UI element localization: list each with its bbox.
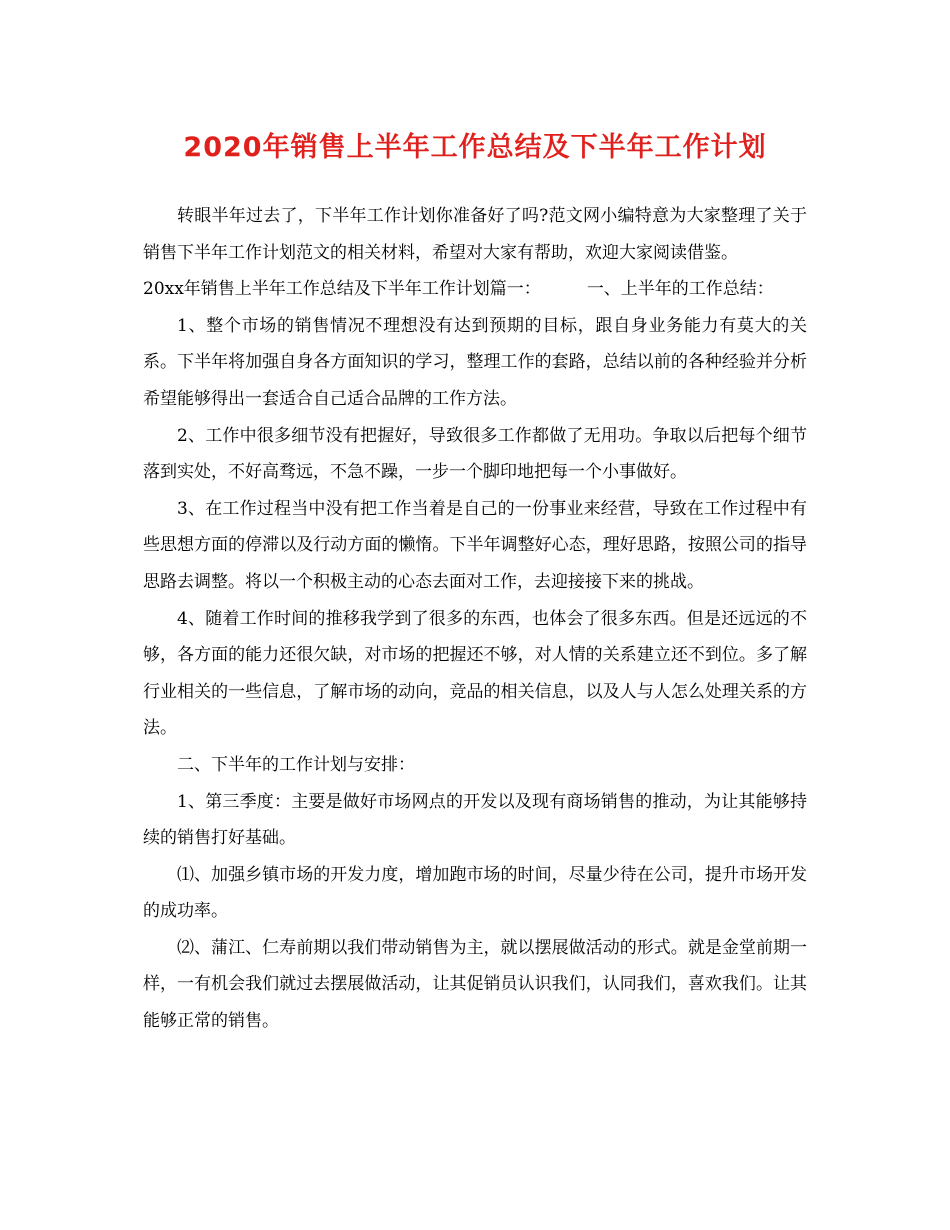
paragraph-plan-q3: 1、第三季度：主要是做好市场网点的开发以及现有商场销售的推动，为让其能够持续的销售打好基础。 [143, 791, 807, 849]
paragraph-plan-item-1: ⑴、加强乡镇市场的开发力度，增加跑市场的时间，尽量少待在公司，提升市场开发的成功率。 [143, 864, 807, 922]
section-heading-second-half: 二、下半年的工作计划与安排： [177, 754, 415, 775]
article-heading: 20xx年销售上半年工作总结及下半年工作计划篇一： [143, 279, 541, 300]
paragraph-summary-3: 3、在工作过程当中没有把工作当着是自己的一份事业来经营，导致在工作过程中有些思想方面的停滞以及行动方面的懒惰。下半年调整好心态，理好思路，按照公司的指导思路去调整。将以一个积极主动的心态去面对工作，去迎接接下来的挑战。 [143, 498, 807, 592]
document-body [143, 198, 807, 1040]
section-heading-first-half: 一、上半年的工作总结： [586, 279, 774, 300]
paragraph-summary-4: 4、随着工作时间的推移我学到了很多的东西，也体会了很多东西。但是还远远的不够，各方面的能力还很欠缺，对市场的把握还不够，对人情的关系建立还不到位。多了解行业相关的一些信息，了解市场的动向，竞品的相关信息，以及人与人怎么处理关系的方法。 [143, 608, 807, 739]
paragraph-summary-1: 1、整个市场的销售情况不理想没有达到预期的目标，跟自身业务能力有莫大的关系。下半年将加强自身各方面知识的学习，整理工作的套路，总结以前的各种经验并分析希望能够得出一套适合自己适合品牌的工作方法。 [143, 315, 807, 409]
paragraph-summary-2: 2、工作中很多细节没有把握好，导致很多工作都做了无用功。争取以后把每个细节落到实处，不好高骛远，不急不躁，一步一个脚印地把每一个小事做好。 [143, 425, 807, 483]
intro-paragraph: 转眼半年过去了，下半年工作计划你准备好了吗?范文网小编特意为大家整理了关于销售下半年工作计划范文的相关材料，希望对大家有帮助，欢迎大家阅读借鉴。 [143, 206, 807, 263]
document-title: 2020年销售上半年工作总结及下半年工作计划 [183, 132, 767, 163]
article-heading-line [143, 271, 807, 308]
paragraph-plan-item-2: ⑵、蒲江、仁寿前期以我们带动销售为主，就以摆展做活动的形式。就是金堂前期一样，一有机会我们就过去摆展做活动，让其促销员认识我们，认同我们，喜欢我们。让其能够正常的销售。 [143, 937, 807, 1032]
